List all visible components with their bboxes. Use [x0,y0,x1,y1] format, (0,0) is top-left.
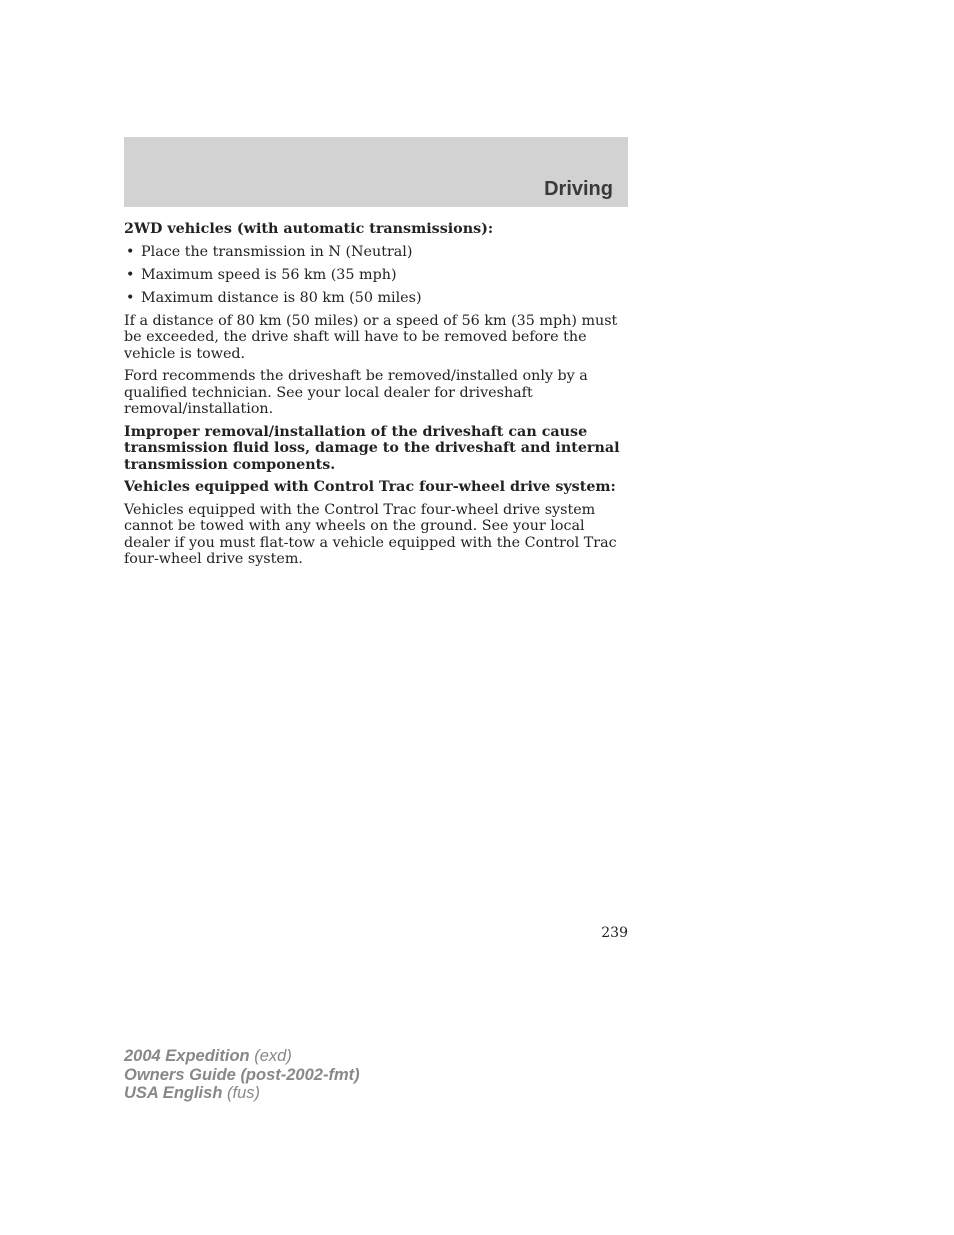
footer-line-3 [124,1084,360,1103]
list-item [124,244,628,261]
footer-line-2 [124,1066,360,1085]
list-item-text: Maximum distance is 80 km (50 miles) [141,289,422,306]
bullet-icon: • [126,289,135,306]
subheading-control-trac: Vehicles equipped with Control Trac four-wheel drive system: [124,479,616,495]
bullet-icon: • [126,266,135,283]
footer-guide: Owners Guide (post-2002-fmt) [124,1065,360,1084]
subheading-2wd: 2WD vehicles (with automatic transmissions): [124,221,494,237]
bullet-list [124,244,628,307]
paragraph-exceeded: If a distance of 80 km (50 miles) or a speed of 56 km (35 mph) must be exceeded, the drive shaft will have to be removed before the vehicle is towed. [124,312,618,362]
footer-model-code: (exd) [254,1047,292,1065]
paragraph-ford-recommends: Ford recommends the driveshaft be removed/installed only by a qualified technician. See your local dealer for driveshaft removal/installation. [124,368,588,417]
bullet-icon: • [126,243,135,260]
section-header-band [124,137,628,207]
list-item-text: Place the transmission in N (Neutral) [141,243,413,260]
footer-info [124,1047,360,1103]
footer-language: USA English [124,1084,223,1102]
footer-line-1 [124,1047,360,1066]
section-title: Driving [544,178,613,200]
page-number: 239 [601,925,628,941]
paragraph-control-trac: Vehicles equipped with the Control Trac four-wheel drive system cannot be towed with any wheels on the ground. See your local dealer if you must flat-tow a vehicle equipped with the Control Trac four-wheel drive system. [124,501,617,567]
footer-language-code: (fus) [227,1084,260,1102]
page-content [124,221,628,574]
list-item [124,290,628,307]
list-item-text: Maximum speed is 56 km (35 mph) [141,266,397,283]
footer-model: 2004 Expedition [124,1047,250,1065]
warning-text: Improper removal/installation of the driveshaft can cause transmission fluid loss, damage to the driveshaft and internal transmission components. [124,423,620,473]
list-item [124,267,628,284]
